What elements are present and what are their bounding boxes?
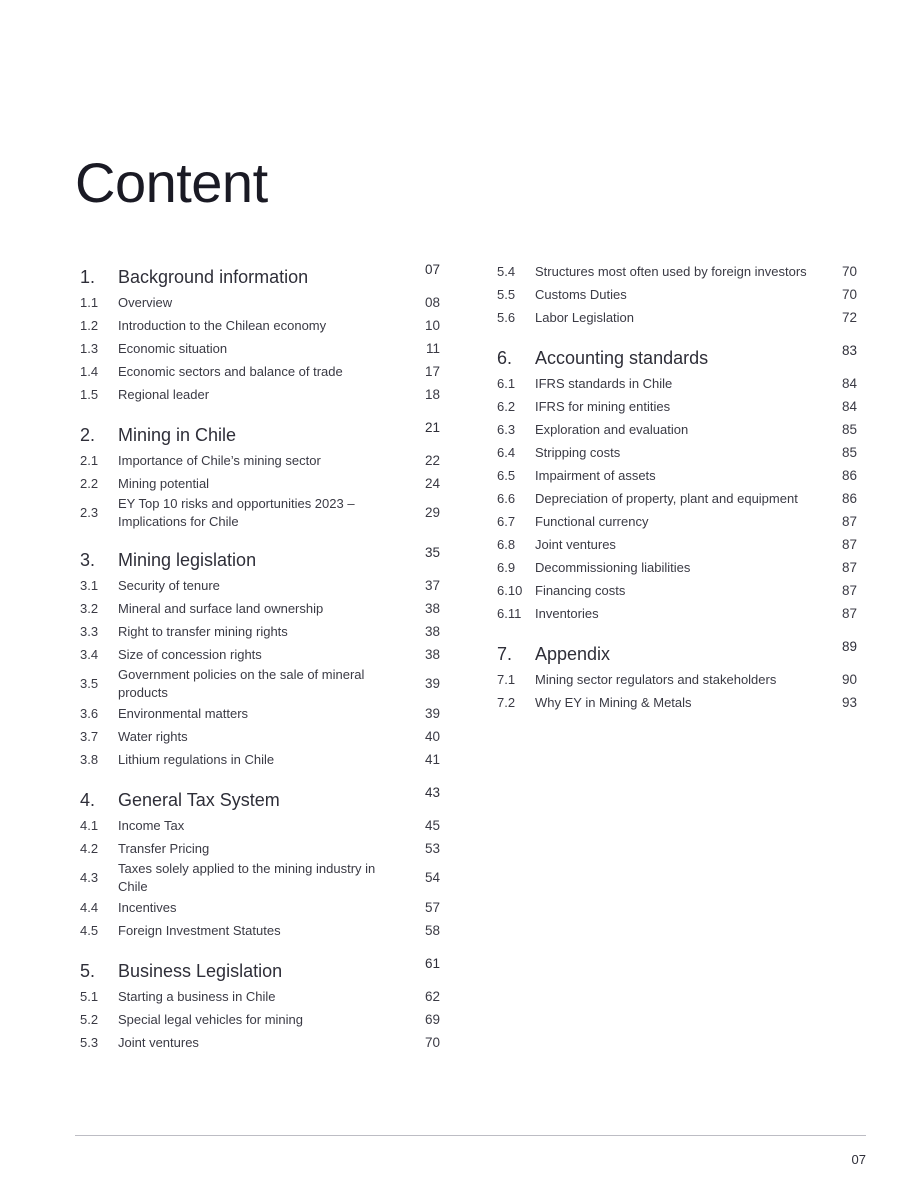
entry-title: Mining sector regulators and stakeholders — [535, 671, 777, 687]
section-heading[interactable] — [80, 785, 440, 811]
entry-title: Size of concession rights — [118, 646, 262, 662]
toc-entry[interactable] — [80, 383, 440, 406]
entry-title: Starting a business in Chile — [118, 988, 276, 1004]
entry-title: Incentives — [118, 899, 177, 915]
entry-number: 1.2 — [80, 317, 99, 333]
entry-title: Decommissioning liabilities — [535, 559, 691, 575]
entry-title: EY Top 10 risks and opportunities 2023 – Implications for Chile — [118, 496, 355, 529]
entry-title: Joint ventures — [535, 536, 616, 552]
entry-number: 5.4 — [497, 263, 516, 279]
entry-number: 3.7 — [80, 728, 99, 744]
entry-title: Exploration and evaluation — [535, 421, 689, 437]
entry-page: 41 — [424, 751, 440, 767]
section-page: 07 — [424, 262, 440, 277]
entry-number: 5.1 — [80, 988, 99, 1004]
entry-page: 57 — [424, 899, 440, 915]
section-entries — [497, 668, 857, 714]
entry-number: 1.4 — [80, 363, 99, 379]
page-number: 07 — [851, 1152, 866, 1167]
entry-title: Security of tenure — [118, 577, 220, 593]
entry-page: 84 — [841, 375, 857, 391]
toc-entry[interactable] — [497, 691, 857, 714]
entry-number: 5.3 — [80, 1034, 99, 1050]
section-entries — [80, 449, 440, 531]
entry-page: 38 — [424, 623, 440, 639]
section-title: Background information — [118, 267, 309, 287]
toc-entry[interactable] — [497, 418, 857, 441]
section-number: 5. — [80, 961, 96, 981]
section-entries — [80, 291, 440, 406]
entry-page: 10 — [424, 317, 440, 333]
entry-title: Financing costs — [535, 582, 626, 598]
entry-title: Overview — [118, 294, 173, 310]
entry-page: 22 — [424, 452, 440, 468]
entry-page: 85 — [841, 444, 857, 460]
entry-number: 6.10 — [497, 582, 523, 598]
entry-page: 86 — [841, 490, 857, 506]
section-title: General Tax System — [118, 790, 280, 810]
section-title: Mining legislation — [118, 550, 257, 570]
toc-entry[interactable] — [80, 919, 440, 942]
entry-number: 2.3 — [80, 505, 99, 520]
section-heading[interactable] — [80, 420, 440, 446]
toc-section — [80, 545, 440, 771]
toc-entry[interactable] — [80, 620, 440, 643]
entry-page: 70 — [841, 263, 857, 279]
entry-title: Inventories — [535, 605, 599, 621]
toc-section — [497, 343, 857, 625]
toc-entry[interactable] — [80, 360, 440, 383]
toc-right-column — [497, 262, 857, 714]
entry-number: 4.4 — [80, 899, 99, 915]
toc-entry[interactable] — [80, 449, 440, 472]
entry-page: 11 — [425, 340, 440, 356]
toc-left-column — [80, 262, 440, 1054]
section-title: Mining in Chile — [118, 425, 237, 445]
toc-entry[interactable] — [80, 314, 440, 337]
entry-number: 3.1 — [80, 577, 99, 593]
entry-number: 3.2 — [80, 600, 99, 616]
entry-title: Customs Duties — [535, 286, 627, 302]
entry-title: Introduction to the Chilean economy — [118, 317, 327, 333]
entry-page: 38 — [424, 646, 440, 662]
section-page: 89 — [841, 639, 857, 654]
entry-number: 2.2 — [80, 475, 99, 491]
entry-page: 85 — [841, 421, 857, 437]
section-title: Accounting standards — [535, 348, 709, 368]
entry-page: 24 — [424, 475, 440, 491]
entry-number: 5.2 — [80, 1011, 99, 1027]
section-number: 2. — [80, 425, 96, 445]
entry-number: 1.1 — [80, 294, 99, 310]
entry-page: 08 — [424, 294, 440, 310]
entry-title: Joint ventures — [118, 1034, 199, 1050]
section-entries — [497, 372, 857, 625]
section-heading[interactable] — [80, 956, 440, 982]
entry-title: Structures most often used by foreign investors — [535, 263, 807, 279]
entry-number: 7.1 — [497, 671, 516, 687]
entry-page: 87 — [841, 582, 857, 598]
page-title: Content — [75, 151, 268, 214]
entry-page: 87 — [841, 605, 857, 621]
toc-entry[interactable] — [80, 702, 440, 725]
toc-entry[interactable] — [80, 748, 440, 771]
toc-entry[interactable] — [497, 306, 857, 329]
entry-number: 4.2 — [80, 840, 99, 856]
entry-number: 6.5 — [497, 467, 516, 483]
toc-entry[interactable] — [80, 1031, 440, 1054]
toc-section — [80, 956, 440, 1054]
entry-page: 70 — [424, 1034, 440, 1050]
toc-entry[interactable] — [80, 495, 440, 531]
entry-number: 2.1 — [80, 452, 99, 468]
entry-page: 40 — [424, 728, 440, 744]
entry-page: 18 — [424, 386, 440, 402]
entry-page: 87 — [841, 559, 857, 575]
toc-entry[interactable] — [80, 597, 440, 620]
entry-number: 6.2 — [497, 398, 516, 414]
section-page: 83 — [841, 343, 857, 358]
entry-page: 62 — [424, 988, 440, 1004]
entry-page: 93 — [841, 694, 857, 710]
entry-title: Regional leader — [118, 386, 210, 402]
entry-page: 39 — [424, 676, 440, 691]
entry-page: 87 — [841, 513, 857, 529]
entry-number: 6.3 — [497, 421, 516, 437]
entry-page: 39 — [424, 705, 440, 721]
entry-title: Importance of Chile’s mining sector — [118, 452, 321, 468]
entry-page: 29 — [424, 505, 440, 520]
toc-section — [80, 420, 440, 531]
section-number: 4. — [80, 790, 96, 810]
toc-entry[interactable] — [497, 602, 857, 625]
entry-number: 4.5 — [80, 922, 99, 938]
toc-entry[interactable] — [497, 487, 857, 510]
toc-entry[interactable] — [80, 337, 440, 360]
toc-entry[interactable] — [497, 441, 857, 464]
entry-number: 5.6 — [497, 309, 516, 325]
entry-page: 69 — [424, 1011, 440, 1027]
entry-page: 86 — [841, 467, 857, 483]
continued-entries — [497, 260, 857, 329]
toc-entry[interactable] — [80, 725, 440, 748]
section-number: 3. — [80, 550, 96, 570]
entry-title: Depreciation of property, plant and equipment — [535, 490, 798, 506]
entry-number: 3.3 — [80, 623, 99, 639]
toc-entry[interactable] — [80, 472, 440, 495]
entry-page: 72 — [841, 309, 857, 325]
toc-entry[interactable] — [80, 985, 440, 1008]
toc-entry[interactable] — [80, 574, 440, 597]
entry-title: Functional currency — [535, 513, 649, 529]
entry-page: 58 — [424, 922, 440, 938]
toc-entry[interactable] — [497, 464, 857, 487]
entry-page: 70 — [841, 286, 857, 302]
toc-section — [497, 639, 857, 714]
section-title: Business Legislation — [118, 961, 283, 981]
section-number: 1. — [80, 267, 96, 287]
toc-entry[interactable] — [497, 260, 857, 283]
entry-title: Lithium regulations in Chile — [118, 751, 275, 767]
entry-number: 3.5 — [80, 676, 99, 691]
toc-entry[interactable] — [497, 533, 857, 556]
entry-number: 6.4 — [497, 444, 516, 460]
entry-title: IFRS for mining entities — [535, 398, 671, 414]
entry-number: 3.6 — [80, 705, 99, 721]
section-heading[interactable] — [80, 262, 440, 288]
entry-title: Government policies on the sale of mineral products — [118, 667, 365, 700]
entry-title: Mineral and surface land ownership — [118, 600, 324, 616]
entry-page: 90 — [841, 671, 857, 687]
section-page: 35 — [424, 545, 440, 560]
footer-divider — [75, 1135, 866, 1136]
section-number: 7. — [497, 644, 513, 664]
entry-title: Right to transfer mining rights — [118, 623, 288, 639]
entry-page: 17 — [424, 363, 440, 379]
entry-number: 6.6 — [497, 490, 516, 506]
entry-title: Labor Legislation — [535, 309, 635, 325]
toc-entry[interactable] — [80, 837, 440, 860]
entry-title: Mining potential — [118, 475, 210, 491]
entry-page: 53 — [424, 840, 440, 856]
section-heading[interactable] — [80, 545, 440, 571]
entry-title: Impairment of assets — [535, 467, 656, 483]
toc-entry[interactable] — [80, 291, 440, 314]
entry-number: 7.2 — [497, 694, 516, 710]
entry-number: 6.7 — [497, 513, 516, 529]
entry-page: 45 — [424, 817, 440, 833]
entry-title: Water rights — [118, 728, 188, 744]
toc-entry[interactable] — [497, 510, 857, 533]
toc-entry[interactable] — [497, 668, 857, 691]
section-entries — [80, 574, 440, 771]
toc-entry[interactable] — [497, 372, 857, 395]
entry-title: Economic situation — [118, 340, 228, 356]
entry-page: 84 — [841, 398, 857, 414]
toc-section — [80, 785, 440, 942]
entry-number: 6.11 — [497, 605, 522, 621]
section-heading[interactable] — [497, 343, 857, 369]
section-page: 61 — [424, 956, 440, 971]
toc-entry[interactable] — [497, 556, 857, 579]
toc-entry[interactable] — [497, 579, 857, 602]
section-entries — [80, 814, 440, 942]
toc-entry[interactable] — [80, 643, 440, 666]
entry-title: Taxes solely applied to the mining industry in Chile — [118, 861, 376, 894]
toc-entry[interactable] — [80, 814, 440, 837]
entry-page: 54 — [424, 870, 440, 885]
entry-title: Why EY in Mining & Metals — [535, 694, 692, 710]
section-entries — [80, 985, 440, 1054]
section-heading[interactable] — [497, 639, 857, 665]
entry-number: 4.1 — [80, 817, 99, 833]
section-number: 6. — [497, 348, 513, 368]
entry-number: 6.9 — [497, 559, 516, 575]
entry-number: 1.3 — [80, 340, 99, 356]
toc-entry[interactable] — [80, 860, 440, 896]
entry-number: 6.1 — [497, 375, 516, 391]
toc-section — [80, 262, 440, 406]
entry-number: 6.8 — [497, 536, 516, 552]
entry-title: Transfer Pricing — [118, 840, 210, 856]
section-page: 21 — [424, 420, 440, 435]
entry-page: 87 — [841, 536, 857, 552]
entry-number: 4.3 — [80, 870, 99, 885]
section-page: 43 — [424, 785, 440, 800]
entry-number: 1.5 — [80, 386, 99, 402]
entry-number: 5.5 — [497, 286, 516, 302]
toc-entry[interactable] — [497, 395, 857, 418]
entry-page: 37 — [424, 577, 440, 593]
toc-entry[interactable] — [497, 283, 857, 306]
entry-title: Economic sectors and balance of trade — [118, 363, 343, 379]
entry-title: Environmental matters — [118, 705, 249, 721]
toc-entry[interactable] — [80, 1008, 440, 1031]
entry-title: IFRS standards in Chile — [535, 375, 673, 391]
toc-entry[interactable] — [80, 896, 440, 919]
entry-title: Income Tax — [118, 817, 185, 833]
section-title: Appendix — [535, 644, 611, 664]
toc-entry[interactable] — [80, 666, 440, 702]
entry-title: Stripping costs — [535, 444, 621, 460]
entry-number: 3.4 — [80, 646, 99, 662]
entry-title: Foreign Investment Statutes — [118, 922, 281, 938]
entry-number: 3.8 — [80, 751, 99, 767]
entry-page: 38 — [424, 600, 440, 616]
entry-title: Special legal vehicles for mining — [118, 1011, 303, 1027]
